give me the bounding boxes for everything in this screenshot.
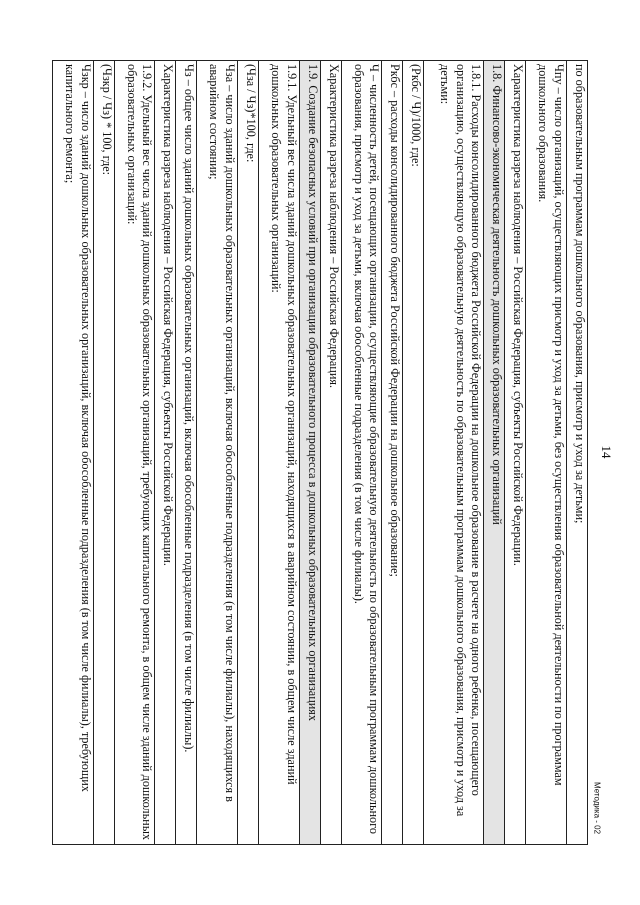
table-cell: (Чзкр / Чз) * 100, где: (93, 61, 114, 845)
table-row (505, 61, 526, 845)
table-row (114, 61, 155, 845)
table-row (484, 61, 505, 845)
table-cell: Характеристика разреза наблюдения – Российская Федерация, субъекты Российской Федерации. (155, 61, 176, 845)
table-cell: Pкбс – расходы консолидированного бюджета Российской Федерации на дошкольное образование; (382, 61, 403, 845)
table-cell: 1.9.1. Удельный вес числа зданий дошкольных образовательных организаций, находящихся в аварийном состоянии, в общем числе зданий дошкольных образовательных организаций: (259, 61, 300, 845)
table-row (176, 61, 197, 845)
page-number: 14 (599, 445, 614, 459)
table-row (155, 61, 176, 845)
table-row (341, 61, 382, 845)
table-cell: Ч – численность детей, посещающих организации, осуществляющие образовательную деятельность по образовательным программам дошкольного образования, присмотр и уход за детьми, включая обособленные подразделения (в том числе филиалы). (341, 61, 382, 845)
table-cell: (Pкбс / Ч)/1000, где: (403, 61, 424, 845)
table-cell: Чпу – число организаций, осуществляющих присмотр и уход за детьми, без осуществления образовательной деятельности по программам дошкольного образования. (526, 61, 567, 845)
table-cell: Характеристика разреза наблюдения – Российская Федерация, субъекты Российской Федерации. (505, 61, 526, 845)
table-row (403, 61, 424, 845)
table-row (259, 61, 300, 845)
table-cell: Характеристика разреза наблюдения – Российская Федерация. (320, 61, 341, 845)
table-cell: по образовательным программам дошкольного образования, присмотр и уход за детьми; (567, 61, 588, 845)
table-row (526, 61, 567, 845)
table-cell: 1.9. Создание безопасных условий при организации образовательного процесса в дошкольных образовательных организациях (299, 61, 320, 845)
rotated-page-content (52, 60, 588, 845)
table-row (567, 61, 588, 845)
indicator-table-body (53, 61, 588, 845)
table-row (238, 61, 259, 845)
indicator-table (52, 60, 588, 845)
table-cell: (Чза / Чз)*100, где: (238, 61, 259, 845)
table-row (424, 61, 484, 845)
table-row (320, 61, 341, 845)
table-cell: 1.9.2. Удельный вес числа зданий дошкольных образовательных организаций, требующих капитального ремонта, в общем числе зданий дошкольных образовательных организаций: (114, 61, 155, 845)
table-cell: 1.8. Финансово-экономическая деятельность дошкольных образовательных организаций (484, 61, 505, 845)
footer-label: Методика - 02 (592, 781, 602, 835)
table-row (93, 61, 114, 845)
table-row (299, 61, 320, 845)
table-cell: Чза – число зданий дошкольных образовательных организаций, включая обособленные подразделения (в том числе филиалы), находящихся в аварийном состоянии; (197, 61, 238, 845)
table-row (197, 61, 238, 845)
table-row (53, 61, 94, 845)
table-cell: Чз – общее число зданий дошкольных образовательных организаций, включая обособленные подразделения (в том числе филиалы). (176, 61, 197, 845)
table-row (382, 61, 403, 845)
table-cell: 1.8.1. Расходы консолидированного бюджета Российской Федерации на дошкольное образование в расчете на одного ребенка, посещающего организацию, осуществляющую образовательную деятельность по образовательным программам дошкольного образования, присмотр и уход за детьми: (424, 61, 484, 845)
table-cell: Чзкр – число зданий дошкольных образовательных организаций, включая обособленные подразделения (в том числе филиалы), требующих капитального ремонта; (53, 61, 94, 845)
